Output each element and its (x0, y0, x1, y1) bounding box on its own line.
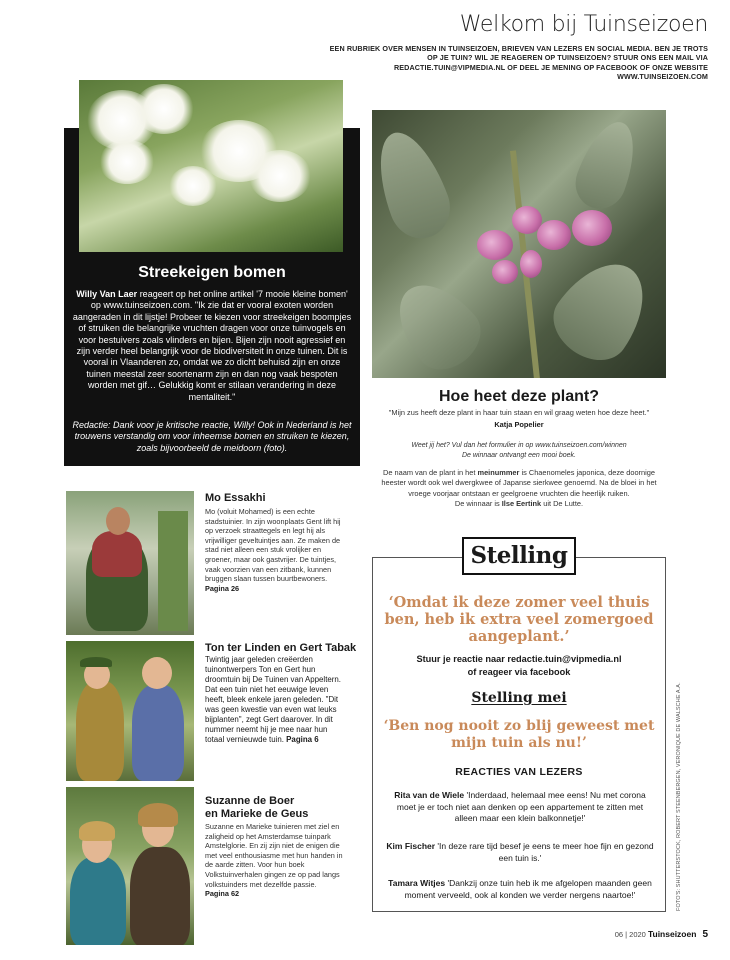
ton-gert-photo (66, 641, 194, 781)
ton-gert-text (205, 655, 347, 745)
plant-quote: "Mijn zus heeft deze plant in haar tuin staan en wil graag weten hoe deze heet." (388, 408, 650, 417)
photo-credit (676, 682, 686, 911)
suzanne-marieke-photo (66, 787, 194, 945)
streekeigen-text: reageert op het online artikel '7 mooie kleine bomen' op www.tuinseizoen.com. "Ik zie dat er vooral exoten worden aangeraden in dit lijstje! Probeer te kiezen voor streekeigen boompjes of struiken die belangrijke vruchten dragen voor onze tuinvogels en voor bestuivers zoals vlinders en bijen. Bijen zijn nooit agressief en zijn verder heel belangrijk voor de biodiversiteit in onze tuinen. Dit is vooral in Vlaanderen zo, omdat we zo dicht behuisd zijn en onze tuinen meestal zeer soortenarm zijn en dan nog vaak bespoten worden met gif… Gelukkig komt er stilaan verandering in deze mentaliteit." (72, 289, 352, 402)
reaction-item (386, 878, 654, 901)
intro-text-part: EEN RUBRIEK OVER MENSEN IN TUINSEIZOEN, BRIEVEN VAN LEZERS EN SOCIAL MEDIA. BEN JE TROTS OP JE TUIN? WIL JE REAGEREN OP TUINSEIZOEN? STUUR ONS EEN MAIL VIA (329, 44, 708, 63)
stelling-react-line: Stuur je reactie naar redactie.tuin@vipmedia.nl (416, 654, 622, 664)
stelling-label: Stelling (470, 542, 568, 569)
page-number: 5 (702, 929, 708, 940)
plant-answer (372, 468, 666, 509)
mo-text (205, 507, 347, 593)
reaction-author: Tamara Witjes (388, 878, 446, 888)
suzanne-marieke-description: Suzanne en Marieke tuinieren met ziel en zaligheid op het Amsterdamse tuinpark Amstelglorie. En zij zijn niet de enigen die met veel enthousiasme met hun handen in de aarde zitten. Voor hun boek Volkstuinverhalen gingen ze op pad langs volkstuinders met dezelfde passie. (205, 822, 343, 889)
stelling-label-box (462, 537, 576, 575)
page-title: Welkom bij Tuinseizoen (459, 12, 708, 37)
mo-essakhi-photo (66, 491, 194, 635)
reaction-item (386, 790, 654, 825)
intro-text (328, 44, 708, 82)
plant-winner-text: uit De Lutte. (541, 498, 584, 508)
suzanne-marieke-text (205, 822, 347, 899)
ton-gert-name: Ton ter Linden en Gert Tabak (205, 642, 357, 654)
reaction-text: 'Dankzij onze tuin heb ik me afgelopen maanden geen moment verveeld, ook al konden we verder nergens naartoe!' (404, 878, 652, 900)
streekeigen-author: Willy Van Laer (76, 289, 138, 299)
mo-page: Pagina 26 (205, 583, 240, 593)
plant-question-title: Hoe heet deze plant? (438, 388, 600, 405)
plant-winner-text: De winnaar is (454, 498, 502, 508)
mo-name: Mo Essakhi (205, 492, 266, 504)
reaction-text: 'Inderdaad, helemaal mee eens! Nu met corona moet je er toch niet aan denken op een appartement te zitten met alleen maar een klein balkonnetje!' (396, 790, 646, 824)
stelling-react-line: of reageer via facebook (467, 666, 571, 677)
issue-number: 06 | 2020 (614, 930, 646, 939)
magazine-name: Tuinseizoen (647, 929, 697, 939)
plant-winner-name: Ilse Eertink (501, 498, 542, 508)
stelling-mei-quote: ‘Ben nog nooit zo blij geweest met mijn tuin als nu!’ (383, 718, 655, 751)
plant-contest-info (372, 441, 666, 461)
reaction-author: Rita van de Wiele (394, 790, 465, 800)
suzanne-marieke-name (205, 795, 308, 821)
plant-contest-line: Weet jij het? Vul dan het formulier in op www.tuinseizoen.com/winnen (411, 442, 627, 449)
stelling-quote: ‘Omdat ik deze zomer veel thuis ben, heb ik extra veel zomergoed aangeplant.’ (384, 594, 654, 645)
plant-photo (372, 110, 666, 378)
plant-answer-text: De naam van de plant in het (383, 468, 478, 477)
intro-email: REDACTIE.TUIN@VIPMEDIA.NL (393, 62, 506, 72)
plant-answer-text: is Chaenomeles japonica, deze doornige heester wordt ook wel dwergkwee of Japanse sierkwee genoemd. Na de bloei in het vroege voorjaar ontstaan er geelgroene vruchten die heerlijk ruiken. (381, 468, 657, 498)
plant-quote-author: Katja Popelier (494, 420, 544, 429)
ton-gert-page: Pagina 6 (286, 735, 319, 744)
suzanne-marieke-page: Pagina 62 (205, 889, 240, 899)
streekeigen-body (72, 289, 352, 403)
ton-gert-description: Twintig jaar geleden creëerden tuinontwerpers Ton en Gert hun droomtuin bij De Tuinen van Appeltern. Dat een tuin niet het eeuwige leven heeft, bleek enkele jaren geleden. "Dit was geen kwestie van even wat leuks bijplanten", zegt Gert daarover. In dit nummer neemt hij je mee naar hun totaal vernieuwde tuin. (205, 655, 341, 744)
stelling-mei-title: Stelling mei (471, 690, 567, 706)
photo-credit-text: FOTO'S: SHUTTERSTOCK, ROBERT STEENBERGEN, VERONIQUE DE WALSCHE A.A. (676, 682, 682, 911)
intro-site: WWW.TUINSEIZOEN.COM (617, 72, 708, 82)
streekeigen-editor-note: Redactie: Dank voor je kritische reactie, Willy! Ook in Nederland is het trouwens verstandig om voor inheemse bomen en struiken te kiezen, zoals bijvoorbeeld de meidoorn (foto). (72, 420, 352, 453)
reaction-author: Kim Fischer (386, 841, 436, 851)
streekeigen-title: Streekeigen bomen (138, 264, 286, 281)
stelling-react-info (378, 653, 660, 678)
mo-description: Mo (voluit Mohamed) is een echte stadstuinier. In zijn woonplaats Gent lift hij op verzoek straattegels en legt hij als vrijwilliger geveltuintjes aan. Ze maken de stad niet alleen een stuk vrolijker en groener, maar ook gastvrijer. De tuintjes, vaak voorzien van een zitbank, kunnen bruggen slaan tussen buurtbewoners. (205, 507, 341, 584)
plant-answer-issue: meinummer (477, 468, 520, 477)
hawthorn-photo (79, 80, 343, 252)
reactions-heading: REACTIES VAN LEZERS (455, 766, 583, 778)
intro-text-part: OF DEEL JE MENING OP FACEBOOK OF ONZE WEBSITE (505, 62, 708, 72)
reaction-text: 'In deze rare tijd besef je eens te meer hoe fijn en gezond een tuin is.' (435, 841, 654, 863)
page-footer (615, 929, 708, 940)
marieke-name: en Marieke de Geus (205, 808, 309, 820)
plant-contest-line: De winnaar ontvangt een mooi boek. (461, 452, 577, 459)
suzanne-name: Suzanne de Boer (205, 795, 295, 807)
reaction-item (386, 841, 654, 864)
